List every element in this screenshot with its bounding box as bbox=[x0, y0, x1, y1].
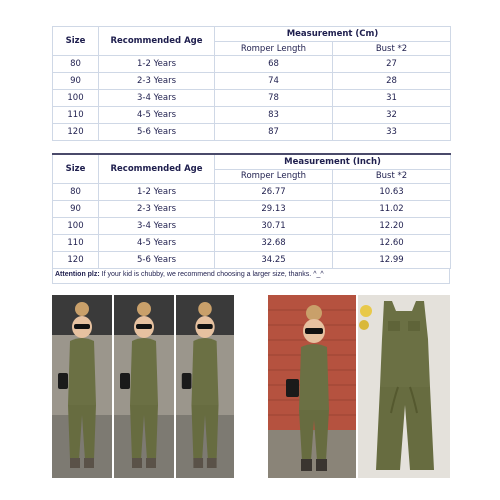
bust-cell: 12.99 bbox=[333, 251, 451, 268]
bust-cell: 12.20 bbox=[333, 217, 451, 234]
model-photo-right bbox=[176, 295, 234, 478]
length-cell: 87 bbox=[215, 124, 333, 141]
length-cell: 68 bbox=[215, 56, 333, 73]
measurement-header: Measurement (Inch) bbox=[215, 154, 451, 169]
age-cell: 4-5 Years bbox=[99, 234, 215, 251]
table-row bbox=[53, 251, 451, 268]
model-photo-left bbox=[52, 295, 112, 478]
length-cell: 34.25 bbox=[215, 251, 333, 268]
table-row bbox=[53, 200, 451, 217]
age-cell: 5-6 Years bbox=[99, 251, 215, 268]
model-photo-center bbox=[114, 295, 174, 478]
bust-header: Bust *2 bbox=[333, 42, 451, 56]
size-cell: 80 bbox=[53, 183, 99, 200]
inch-size-table bbox=[52, 153, 451, 269]
length-cell: 32.68 bbox=[215, 234, 333, 251]
size-header: Size bbox=[53, 154, 99, 183]
length-cell: 74 bbox=[215, 73, 333, 90]
bust-cell: 31 bbox=[333, 90, 451, 107]
size-cell: 90 bbox=[53, 200, 99, 217]
size-cell: 120 bbox=[53, 124, 99, 141]
length-cell: 78 bbox=[215, 90, 333, 107]
table-row bbox=[53, 90, 451, 107]
age-header: Recommended Age bbox=[99, 154, 215, 183]
table-row bbox=[53, 183, 451, 200]
size-cell: 100 bbox=[53, 217, 99, 234]
age-cell: 2-3 Years bbox=[99, 200, 215, 217]
size-cell: 120 bbox=[53, 251, 99, 268]
bust-cell: 27 bbox=[333, 56, 451, 73]
note-label: Attention plz: bbox=[55, 271, 100, 278]
bust-cell: 10.63 bbox=[333, 183, 451, 200]
length-cell: 29.13 bbox=[215, 200, 333, 217]
age-cell: 5-6 Years bbox=[99, 124, 215, 141]
size-cell: 80 bbox=[53, 56, 99, 73]
bust-cell: 12.60 bbox=[333, 234, 451, 251]
length-cell: 83 bbox=[215, 107, 333, 124]
length-cell: 26.77 bbox=[215, 183, 333, 200]
size-cell: 100 bbox=[53, 90, 99, 107]
length-header: Romper Length bbox=[215, 169, 333, 183]
table-row bbox=[53, 234, 451, 251]
length-cell: 30.71 bbox=[215, 217, 333, 234]
bust-cell: 33 bbox=[333, 124, 451, 141]
age-cell: 1-2 Years bbox=[99, 183, 215, 200]
table-row bbox=[53, 107, 451, 124]
bust-cell: 28 bbox=[333, 73, 451, 90]
note-text: If your kid is chubby, we recommend choosing a larger size, thanks. ^_^ bbox=[99, 271, 324, 278]
age-header: Recommended Age bbox=[99, 27, 215, 56]
measurement-header: Measurement (Cm) bbox=[215, 27, 451, 42]
bust-cell: 11.02 bbox=[333, 200, 451, 217]
length-header: Romper Length bbox=[215, 42, 333, 56]
table-row bbox=[53, 217, 451, 234]
size-cell: 110 bbox=[53, 107, 99, 124]
table-header-row bbox=[53, 154, 451, 169]
table-header-row bbox=[53, 27, 451, 42]
size-cell: 90 bbox=[53, 73, 99, 90]
bust-header: Bust *2 bbox=[333, 169, 451, 183]
size-header: Size bbox=[53, 27, 99, 56]
age-cell: 3-4 Years bbox=[99, 217, 215, 234]
age-cell: 1-2 Years bbox=[99, 56, 215, 73]
table-row bbox=[53, 73, 451, 90]
bust-cell: 32 bbox=[333, 107, 451, 124]
age-cell: 2-3 Years bbox=[99, 73, 215, 90]
product-flatlay-photo bbox=[358, 295, 450, 478]
cm-size-table bbox=[52, 26, 451, 141]
table-row bbox=[53, 56, 451, 73]
table-row bbox=[53, 124, 451, 141]
size-cell: 110 bbox=[53, 234, 99, 251]
attention-note bbox=[52, 268, 450, 284]
age-cell: 4-5 Years bbox=[99, 107, 215, 124]
model-photo-brick bbox=[268, 295, 356, 478]
age-cell: 3-4 Years bbox=[99, 90, 215, 107]
